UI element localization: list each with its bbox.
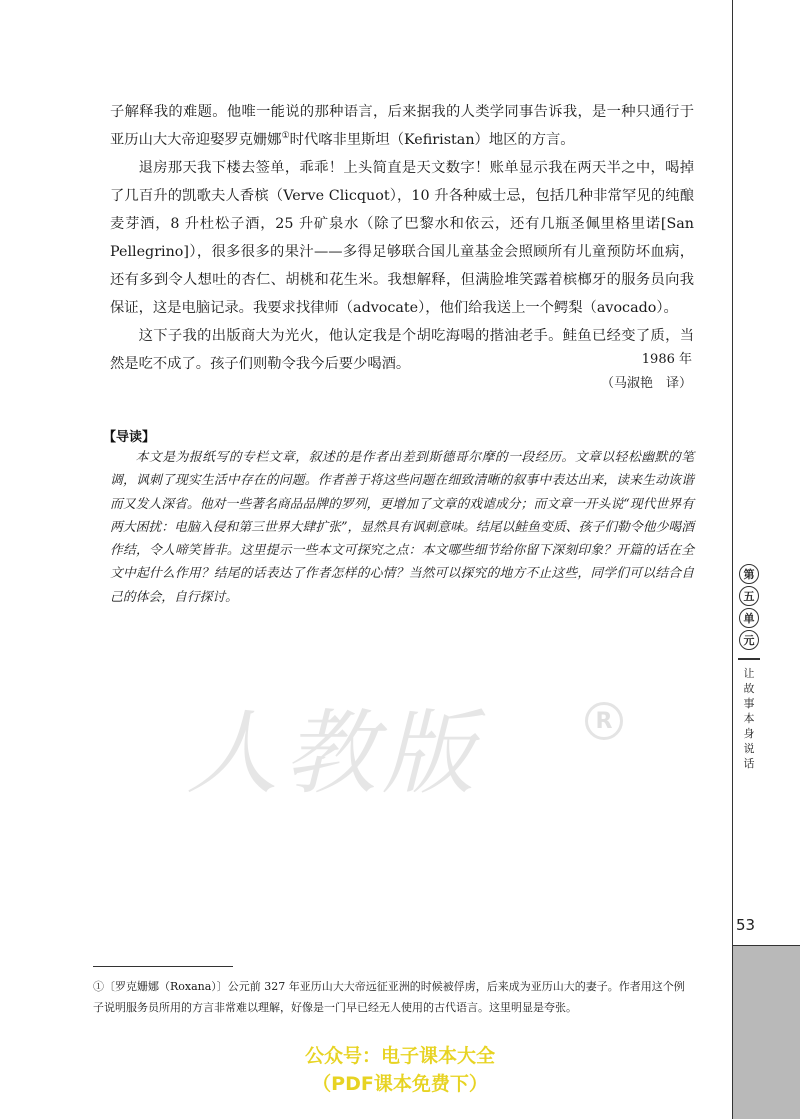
unit-char: 五 <box>739 586 759 606</box>
side-margin-strip <box>732 0 800 1119</box>
paragraph: 退房那天我下楼去签单，乖乖！上头简直是天文数字！账单显示我在两天半之中，喝掉了几百升的凯歌夫人香槟（Verve Clicquot），10 升各种威士忌，包括几种非常罕见的纯酿麦芽酒，8 升杜松子酒，25 升矿泉水（除了巴黎水和依云，还有几瓶圣佩里格里诺[San Pellegrino]），很多很多的果汁——多得足够联合国儿童基金会照顾所有儿童预防坏血病，还有多到令人想吐的杏仁、胡桃和花生米。我想解释，但满脸堆笑露着槟榔牙的服务员向我保证，这是电脑记录。我要求找律师（advocate），他们给我送上一个鳄梨（avocado）。 <box>110 160 694 316</box>
article-body <box>110 98 694 378</box>
unit-char: 第 <box>739 564 759 584</box>
paragraph: 这下子我的出版商大为光火，他认定我是个胡吃海喝的揩油老手。鲑鱼已经变了质，当然是吃不成了。孩子们则勒令我今后要少喝酒。 <box>110 328 694 372</box>
article-date: 1986 年 <box>641 352 692 367</box>
footnote-marker[interactable]: ① <box>281 131 290 142</box>
promo-text <box>200 1042 600 1098</box>
page-number: 53 <box>736 916 756 934</box>
unit-char: 元 <box>739 630 759 650</box>
paragraph <box>110 98 694 154</box>
guide-heading: 【导读】 <box>103 430 156 445</box>
promo-line: 公众号：电子课本大全 <box>304 1045 495 1067</box>
promo-line: （PDF课本免费下） <box>312 1073 488 1095</box>
publisher-watermark: 人教版 <box>186 700 481 807</box>
side-gray-block <box>733 946 800 1119</box>
footnote-rule <box>93 966 233 967</box>
paragraph-text: 子解释我的难题。他唯一能说的那种语言，后来据我的人类学同事告诉我，是一种只通行于亚历山大大帝迎娶罗克姗娜 <box>110 104 694 148</box>
footnote: ①〔罗克姗娜（Roxana）〕公元前 327 年亚历山大大帝远征亚洲的时候被俘虏，后来成为亚历山大的妻子。作者用这个例子说明服务员所用的方言非常难以理解，好像是一门早已经无人使用的古代语言。这里明显是夸张。 <box>93 980 685 1014</box>
paragraph-text: 时代喀非里斯坦（Kefiristan）地区的方言。 <box>289 132 575 148</box>
guide-text: 本文是为报纸写的专栏文章，叙述的是作者出差到斯德哥尔摩的一段经历。文章以轻松幽默的笔调，讽刺了现实生活中存在的问题。作者善于将这些问题在细致清晰的叙事中表达出来，读来生动诙谐而又发人深省。他对一些著名商品品牌的罗列，更增加了文章的戏谑成分；而文章一开头说“现代世界有两大困扰：电脑入侵和第三世界大肆扩张”，显然具有讽刺意味。结尾以鲑鱼变质、孩子们勒令他少喝酒作结，令人啼笑皆非。这里提示一些本文可探究之点：本文哪些细节给你留下深刻印象？开篇的话在全文中起什么作用？结尾的话表达了作者怎样的心情？当然可以探究的地方不止这些，同学们可以结合自己的体会，自行探讨。 <box>110 450 694 605</box>
unit-char: 单 <box>739 608 759 628</box>
translator-credit: （马淑艳 译） <box>600 376 692 391</box>
registered-mark-icon: R <box>585 702 623 740</box>
unit-label <box>738 564 760 771</box>
unit-title: 让故事本身说话 <box>743 666 755 770</box>
unit-divider <box>738 658 760 660</box>
